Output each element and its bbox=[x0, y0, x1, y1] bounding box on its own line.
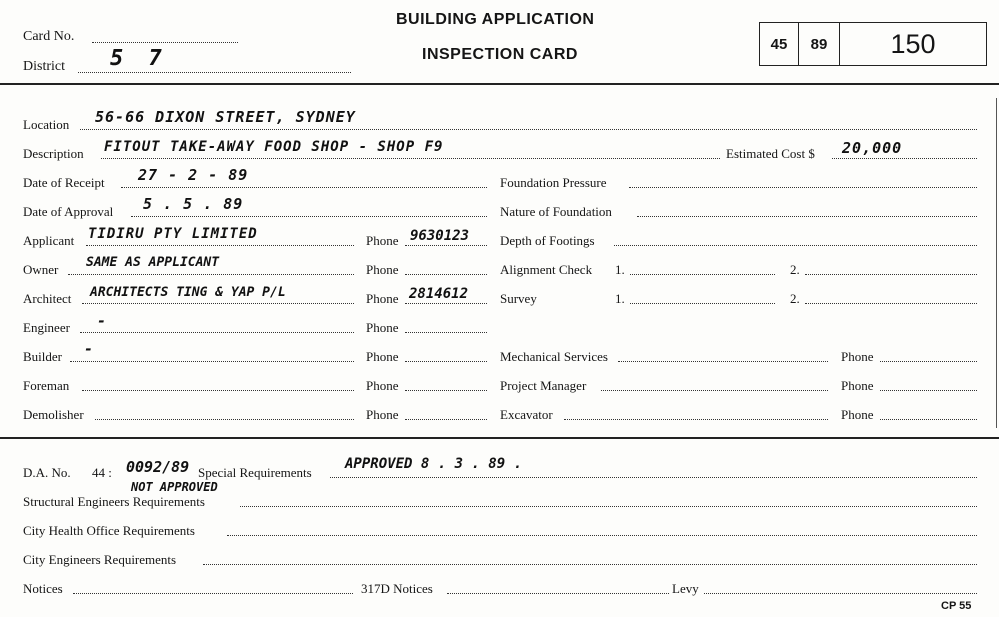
page-title-line1: BUILDING APPLICATION bbox=[396, 11, 595, 28]
owner-phone-dots bbox=[405, 274, 487, 275]
survey-num2: 2. bbox=[790, 291, 800, 306]
foreman-dots bbox=[82, 390, 354, 391]
builder-phone-dots bbox=[405, 361, 487, 362]
survey-dots-2 bbox=[805, 303, 977, 304]
district-value[interactable]: 5 7 bbox=[110, 46, 168, 71]
notices-317d-label: 317D Notices bbox=[361, 581, 433, 596]
special-requirements-value[interactable]: APPROVED 8 . 3 . 89 . bbox=[345, 456, 523, 472]
foreman-label: Foreman bbox=[23, 378, 70, 393]
description-label: Description bbox=[23, 146, 84, 161]
demolisher-phone-label: Phone bbox=[366, 407, 399, 422]
description-dots bbox=[101, 158, 720, 159]
foundation-pressure-label: Foundation Pressure bbox=[500, 175, 607, 190]
right-edge-line bbox=[996, 98, 997, 428]
district-label: District bbox=[23, 59, 65, 74]
alignment-num2: 2. bbox=[790, 262, 800, 277]
applicant-value[interactable]: TIDIRU PTY LIMITED bbox=[88, 226, 258, 242]
location-value[interactable]: 56-66 DIXON STREET, SYDNEY bbox=[95, 108, 356, 126]
notices-label: Notices bbox=[23, 581, 63, 596]
owner-label: Owner bbox=[23, 262, 59, 277]
mechanical-phone-label: Phone bbox=[841, 349, 874, 364]
alignment-check-label: Alignment Check bbox=[500, 262, 593, 277]
date-receipt-label: Date of Receipt bbox=[23, 175, 105, 190]
architect-phone-dots bbox=[405, 303, 487, 304]
city-engineers-dots bbox=[203, 564, 977, 565]
date-approval-label: Date of Approval bbox=[23, 204, 114, 219]
health-dots bbox=[227, 535, 977, 536]
da-prefix: 44 : bbox=[92, 465, 112, 480]
builder-phone-label: Phone bbox=[366, 349, 399, 364]
card-number-box-2: 89 bbox=[798, 22, 840, 66]
applicant-dots bbox=[86, 245, 354, 246]
foreman-phone-dots bbox=[405, 390, 487, 391]
architect-phone-value[interactable]: 2814612 bbox=[409, 286, 469, 302]
date-approval-dots bbox=[131, 216, 487, 217]
excavator-dots bbox=[564, 419, 828, 420]
date-receipt-value[interactable]: 27 - 2 - 89 bbox=[138, 166, 249, 184]
excavator-phone-label: Phone bbox=[841, 407, 874, 422]
mechanical-dots bbox=[618, 361, 828, 362]
card-number-box-1: 45 bbox=[759, 22, 799, 66]
owner-dots bbox=[68, 274, 354, 275]
builder-label: Builder bbox=[23, 349, 62, 364]
estimated-cost-dots bbox=[832, 158, 977, 159]
demolisher-label: Demolisher bbox=[23, 407, 84, 422]
description-value[interactable]: FITOUT TAKE-AWAY FOOD SHOP - SHOP F9 bbox=[104, 139, 444, 155]
header-divider bbox=[0, 83, 999, 85]
architect-dots bbox=[82, 303, 354, 304]
special-requirements-dots bbox=[330, 477, 977, 478]
engineer-value[interactable]: - bbox=[97, 312, 108, 330]
card-no-dots bbox=[92, 42, 238, 43]
architect-phone-label: Phone bbox=[366, 291, 399, 306]
card-number-box-3: 150 bbox=[839, 22, 987, 66]
date-receipt-dots bbox=[121, 187, 487, 188]
mechanical-phone-dots bbox=[880, 361, 977, 362]
notices-dots bbox=[73, 593, 353, 594]
levy-label: Levy bbox=[672, 581, 699, 596]
owner-phone-label: Phone bbox=[366, 262, 399, 277]
applicant-phone-dots bbox=[405, 245, 487, 246]
levy-dots bbox=[704, 593, 977, 594]
depth-footings-label: Depth of Footings bbox=[500, 233, 595, 248]
estimated-cost-value[interactable]: 20,000 bbox=[842, 139, 903, 157]
da-value[interactable]: 0092/89 bbox=[126, 458, 190, 476]
builder-dots bbox=[70, 361, 354, 362]
project-manager-dots bbox=[601, 390, 828, 391]
survey-dots-1 bbox=[630, 303, 775, 304]
demolisher-dots bbox=[95, 419, 354, 420]
special-requirements-label: Special Requirements bbox=[198, 465, 312, 480]
engineer-dots bbox=[80, 332, 354, 333]
foreman-phone-label: Phone bbox=[366, 378, 399, 393]
city-engineers-label: City Engineers Requirements bbox=[23, 552, 177, 567]
form-code: CP 55 bbox=[941, 600, 972, 612]
depth-footings-dots bbox=[614, 245, 977, 246]
health-label: City Health Office Requirements bbox=[23, 523, 195, 538]
date-approval-value[interactable]: 5 . 5 . 89 bbox=[143, 195, 244, 213]
engineer-phone-dots bbox=[405, 332, 487, 333]
survey-num1: 1. bbox=[615, 291, 625, 306]
architect-value[interactable]: ARCHITECTS TING & YAP P/L bbox=[90, 285, 286, 300]
project-manager-phone-label: Phone bbox=[841, 378, 874, 393]
foundation-pressure-dots bbox=[629, 187, 977, 188]
owner-value[interactable]: SAME AS APPLICANT bbox=[86, 255, 220, 270]
applicant-phone-label: Phone bbox=[366, 233, 399, 248]
excavator-label: Excavator bbox=[500, 407, 553, 422]
da-not-approved-note: NOT APPROVED bbox=[131, 480, 218, 494]
excavator-phone-dots bbox=[880, 419, 977, 420]
page-title-line2: INSPECTION CARD bbox=[422, 46, 578, 63]
engineer-label: Engineer bbox=[23, 320, 70, 335]
survey-label: Survey bbox=[500, 291, 537, 306]
section-divider bbox=[0, 437, 999, 439]
architect-label: Architect bbox=[23, 291, 72, 306]
project-manager-label: Project Manager bbox=[500, 378, 587, 393]
structural-dots bbox=[240, 506, 977, 507]
nature-foundation-dots bbox=[637, 216, 977, 217]
district-dots bbox=[78, 72, 351, 73]
engineer-phone-label: Phone bbox=[366, 320, 399, 335]
notices-317d-dots bbox=[447, 593, 669, 594]
location-dots bbox=[80, 129, 977, 130]
alignment-dots-2 bbox=[805, 274, 977, 275]
nature-foundation-label: Nature of Foundation bbox=[500, 204, 612, 219]
location-label: Location bbox=[23, 117, 70, 132]
da-no-label: D.A. No. bbox=[23, 465, 71, 480]
applicant-phone-value[interactable]: 9630123 bbox=[410, 228, 470, 244]
builder-value[interactable]: - bbox=[84, 340, 95, 358]
mechanical-label: Mechanical Services bbox=[500, 349, 608, 364]
project-manager-phone-dots bbox=[880, 390, 977, 391]
card-no-label: Card No. bbox=[23, 29, 75, 44]
applicant-label: Applicant bbox=[23, 233, 75, 248]
structural-label: Structural Engineers Requirements bbox=[23, 494, 205, 509]
demolisher-phone-dots bbox=[405, 419, 487, 420]
estimated-cost-label: Estimated Cost $ bbox=[726, 146, 815, 161]
alignment-dots-1 bbox=[630, 274, 775, 275]
alignment-num1: 1. bbox=[615, 262, 625, 277]
